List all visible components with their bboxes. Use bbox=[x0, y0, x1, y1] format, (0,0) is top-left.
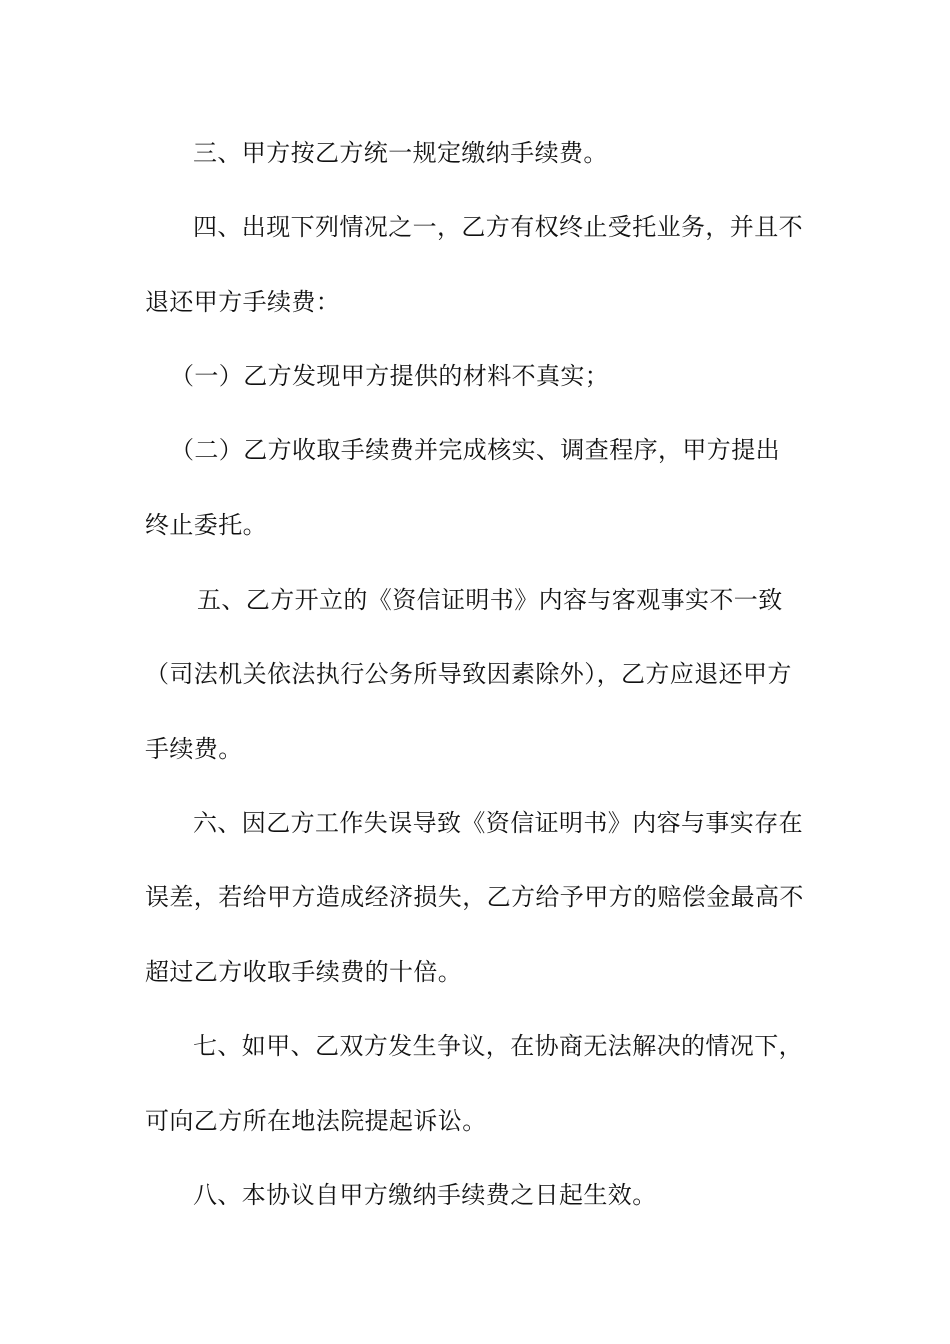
clause-5-line-1: 五、乙方开立的《资信证明书》内容与客观事实不一致 bbox=[197, 586, 783, 614]
clause-7-line-1: 七、如甲、乙双方发生争议，在协商无法解决的情况下， bbox=[193, 1032, 803, 1060]
clause-6-line-2: 误差，若给甲方造成经济损失，乙方给予甲方的赔偿金最高不 bbox=[145, 883, 804, 911]
clause-4-item-1: （一）乙方发现甲方提供的材料不真实； bbox=[170, 362, 610, 390]
clause-8: 八、本协议自甲方缴纳手续费之日起生效。 bbox=[193, 1181, 657, 1209]
clause-4-line-2: 退还甲方手续费： bbox=[145, 288, 341, 316]
clause-4-item-2-line-1: （二）乙方收取手续费并完成核实、调查程序，甲方提出 bbox=[170, 436, 780, 464]
clause-5-line-3: 手续费。 bbox=[145, 735, 243, 763]
clause-5-line-2: （司法机关依法执行公务所导致因素除外），乙方应退还甲方 bbox=[145, 660, 792, 688]
clause-7-line-2: 可向乙方所在地法院提起诉讼。 bbox=[145, 1107, 487, 1135]
clause-6-line-1: 六、因乙方工作失误导致《资信证明书》内容与事实存在 bbox=[193, 809, 803, 837]
clause-4-line-1: 四、出现下列情况之一，乙方有权终止受托业务，并且不 bbox=[193, 213, 803, 241]
clause-4-item-2-line-2: 终止委托。 bbox=[145, 511, 267, 539]
clause-3: 三、甲方按乙方统一规定缴纳手续费。 bbox=[193, 139, 608, 167]
clause-6-line-3: 超过乙方收取手续费的十倍。 bbox=[145, 958, 463, 986]
